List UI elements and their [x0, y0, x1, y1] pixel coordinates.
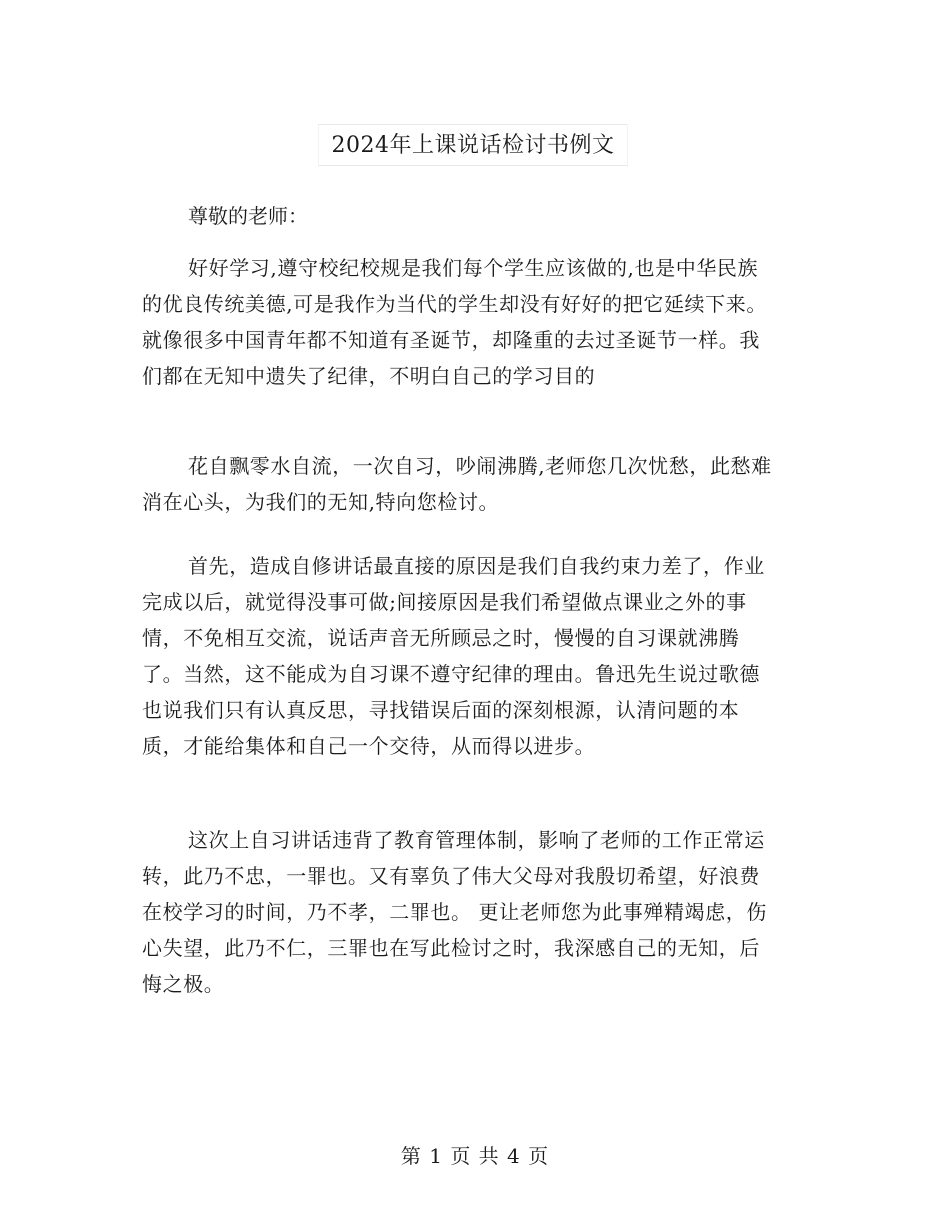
paragraph-4: [142, 822, 812, 1002]
paragraph-line: 消在心头，为我们的无知,特向您检讨。: [142, 490, 500, 514]
document-title: 2024年上课说话检讨书例文: [331, 133, 615, 158]
paragraph-line: 转，此乃不忠，一罪也。又有辜负了伟大父母对我殷切希望，好浪费: [142, 864, 760, 888]
paragraph-line: 完成以后，就觉得没事可做;间接原因是我们希望做点课业之外的事: [142, 590, 747, 614]
paragraph-line: 首先，造成自修讲话最直接的原因是我们自我约束力差了，作业: [188, 554, 765, 578]
paragraph-1: [142, 250, 812, 394]
paragraph-line: 也说我们只有认真反思，寻找错误后面的深刻根源，认清问题的本: [142, 698, 740, 722]
paragraph-line: 就像很多中国青年都不知道有圣诞节，却隆重的去过圣诞节一样。我: [142, 328, 760, 352]
paragraph-line: 在校学习的时间，乃不孝，二罪也。 更让老师您为此事殚精竭虑，伤: [142, 900, 767, 924]
paragraph-line: 情，不免相互交流，说话声音无所顾忌之时，慢慢的自习课就沸腾: [142, 626, 740, 650]
paragraph-line: 们都在无知中遗失了纪律，不明白自己的学习目的: [142, 364, 596, 388]
paragraph-line: 好好学习,遵守校纪校规是我们每个学生应该做的,也是中华民族: [188, 256, 759, 280]
paragraph-line: 花自飘零水自流，一次自习，吵闹沸腾,老师您几次忧愁，此愁难: [188, 454, 772, 478]
paragraph-line: 了。当然，这不能成为自习课不遵守纪律的理由。鲁迅先生说过歌德: [142, 662, 760, 686]
salutation: 尊敬的老师：: [188, 204, 308, 228]
title-box: [318, 124, 628, 166]
paragraph-2: [142, 448, 812, 520]
paragraph-line: 质，才能给集体和自己一个交待，从而得以进步。: [142, 734, 596, 758]
paragraph-line: 悔之极。: [142, 972, 225, 996]
paragraph-line: 心失望，此乃不仁，三罪也在写此检讨之时，我深感自己的无知，后: [142, 936, 760, 960]
paragraph-line: 的优良传统美德,可是我作为当代的学生却没有好好的把它延续下来。: [142, 292, 767, 316]
page-footer: 第 1 页 共 4 页: [400, 1144, 550, 1168]
paragraph-line: 这次上自习讲话违背了教育管理体制，影响了老师的工作正常运: [188, 828, 765, 852]
paragraph-3: [142, 548, 812, 764]
